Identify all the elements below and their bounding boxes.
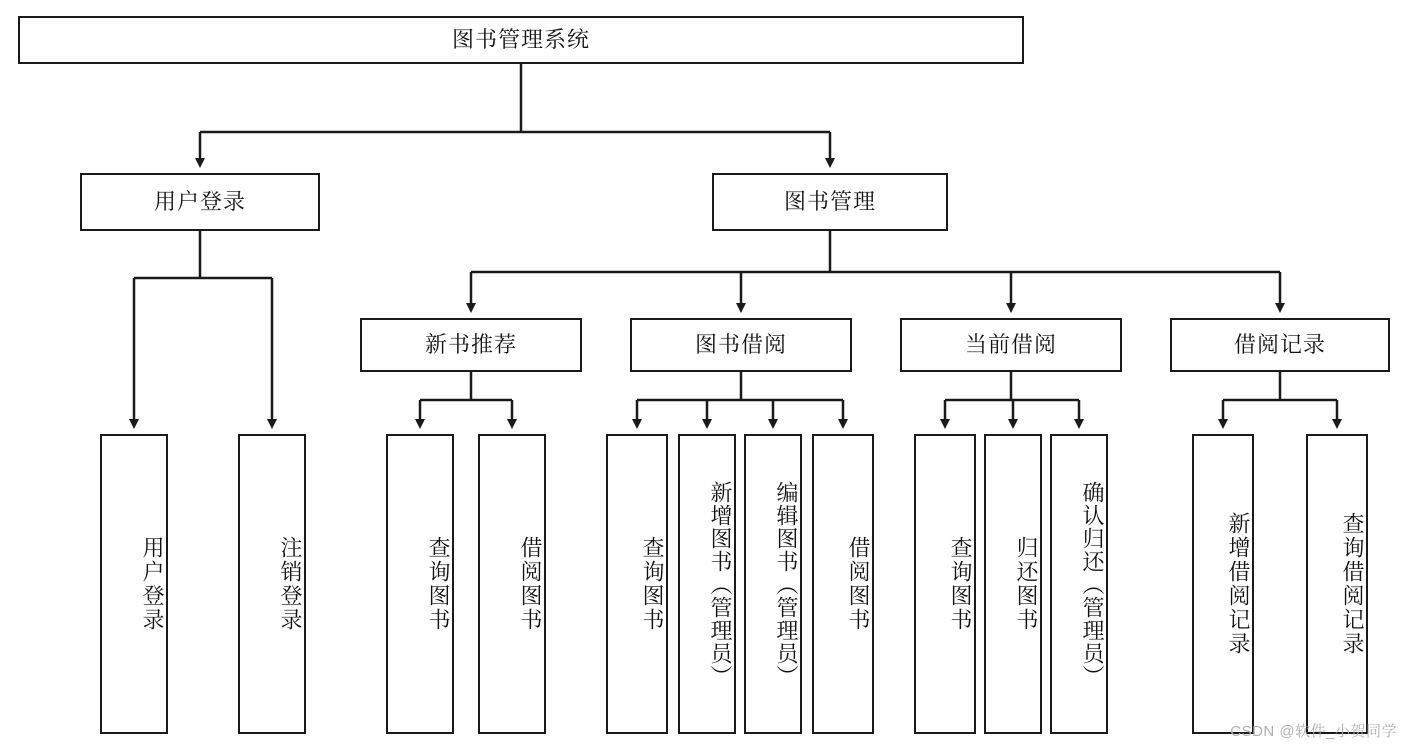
node-leaf-query-book-borrow	[606, 434, 668, 734]
node-label: 归还图书	[1014, 536, 1039, 632]
node-leaf-return-book	[984, 434, 1042, 734]
node-leaf-edit-book-admin	[744, 434, 802, 734]
node-leaf-logout	[238, 434, 306, 734]
node-label: 新增借阅记录	[1226, 512, 1251, 656]
node-label: 查询图书	[426, 536, 451, 632]
node-leaf-query-book-current	[914, 434, 976, 734]
node-label: 查询图书	[948, 536, 973, 632]
node-label: 查询图书	[640, 536, 665, 632]
node-leaf-borrow-book-recommend	[478, 434, 546, 734]
node-new-book-recommend	[360, 318, 582, 372]
node-leaf-query-borrow-record	[1306, 434, 1368, 734]
node-current-borrow	[900, 318, 1122, 372]
node-leaf-query-book-recommend	[386, 434, 454, 734]
node-label: 图书管理系统	[451, 27, 590, 53]
node-label: 借阅图书	[518, 536, 543, 632]
node-label: 注销登录	[278, 536, 303, 632]
node-label: 编辑图书（管理员）	[774, 480, 799, 688]
node-leaf-add-borrow-record	[1192, 434, 1254, 734]
node-label: 确认归还（管理员）	[1080, 480, 1105, 688]
node-root	[18, 16, 1024, 64]
node-leaf-user-login	[100, 434, 168, 734]
node-label: 用户登录	[153, 189, 246, 215]
watermark: CSDN @软件_小贺同学	[1230, 723, 1397, 740]
node-leaf-add-book-admin	[678, 434, 736, 734]
node-label: 新增图书（管理员）	[708, 480, 733, 688]
node-book-borrow	[630, 318, 852, 372]
node-label: 图书管理	[783, 189, 876, 215]
node-user-login	[80, 173, 320, 231]
node-borrow-records	[1170, 318, 1390, 372]
node-label: 新书推荐	[424, 332, 517, 358]
node-label: 借阅图书	[846, 536, 871, 632]
node-label: 借阅记录	[1233, 332, 1326, 358]
node-leaf-confirm-return-admin	[1050, 434, 1108, 734]
node-book-management	[712, 173, 948, 231]
node-leaf-borrow-book	[812, 434, 874, 734]
node-label: 查询借阅记录	[1340, 512, 1365, 656]
node-label: 当前借阅	[964, 332, 1057, 358]
node-label: 用户登录	[140, 536, 165, 632]
node-label: 图书借阅	[694, 332, 787, 358]
